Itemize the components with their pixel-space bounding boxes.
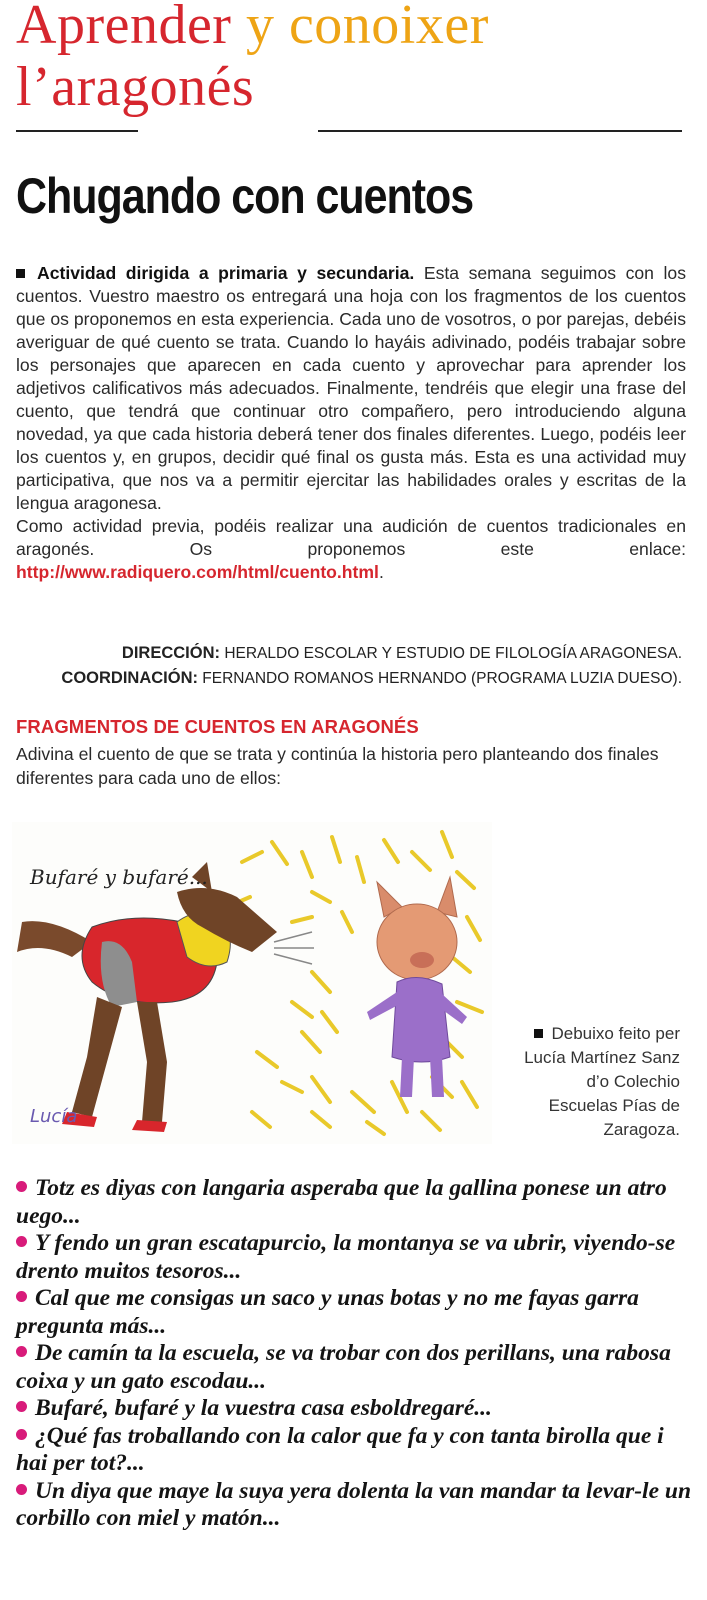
fragment-item [16, 1340, 696, 1395]
intro-after-link: . [378, 562, 384, 582]
pig-figure [367, 877, 467, 1097]
pink-bullet-icon [16, 1401, 27, 1412]
square-bullet-icon [16, 269, 25, 278]
intro-paragraph-2 [16, 515, 686, 584]
fragment-list [16, 1175, 696, 1533]
pink-bullet-icon [16, 1346, 27, 1357]
section-text: Adivina el cuento de que se trata y continúa la historia pero planteando dos finales diferentes para cada uno de ellos: [16, 744, 659, 788]
masthead-rule-right [318, 130, 682, 132]
credit-direccion-label: DIRECCIÓN: [121, 644, 221, 662]
pink-bullet-icon [16, 1181, 27, 1192]
drawing-signature: Lucía [30, 1106, 78, 1127]
fragment-text: ¿Qué fas troballando con la calor que fa y con tanta birolla que i hai per tot?... [16, 1422, 664, 1476]
section-heading: FRAGMENTOS DE CUENTOS EN ARAGONÉS [16, 716, 419, 737]
pink-bullet-icon [16, 1484, 27, 1495]
pink-bullet-icon [16, 1291, 27, 1302]
fragment-item [16, 1395, 696, 1423]
intro-paragraph [16, 262, 686, 515]
fragment-item [16, 1423, 696, 1478]
credit-coordinacion [61, 666, 682, 691]
fragment-item [16, 1230, 696, 1285]
masthead-word-aragones: l’aragonés [16, 56, 255, 118]
credit-coordinacion-value: FERNANDO ROMANOS HERNANDO (PROGRAMA LUZIA DUESO). [198, 670, 682, 687]
masthead-rule-left [16, 130, 138, 132]
image-caption [520, 1022, 680, 1142]
intro-lead: Actividad dirigida a primaria y secundaria. [37, 263, 415, 283]
pink-bullet-icon [16, 1236, 27, 1247]
intro-text: Esta semana seguimos con los cuentos. Vuestro maestro os entregará una hoja con los fragmentos de los cuentos que os proponemos en esta experiencia. Cada uno de vosotros, o por parejas, debéis averiguar de qué cuento se trata. Cuando lo hayáis adivinado, podéis trabajar sobre los personajes que aparecen en cada cuento y aprovechar para aprender los adjetivos calificativos más adecuados. Finalmente, tendréis que elegir una frase del cuento, que tendrá que continuar otro compañero, pero introduciendo alguna novedad, ya que cada historia deberá tener dos finales diferentes. Luego, podéis leer los cuentos y, en grupos, decidir qué final os gusta más. Esta es una actividad muy participativa, que nos va a permitir ejercitar las habilidades orales y escritas de la lengua aragonesa. [16, 263, 686, 513]
masthead-word-conoixer: y conoixer [245, 0, 489, 56]
fragment-text: De camín ta la escuela, se va trobar con dos perillans, una rabosa coixa y un gato escodau... [16, 1340, 671, 1394]
masthead-word-aprender: Aprender [16, 0, 232, 56]
wolf-and-pig-illustration [12, 822, 492, 1144]
credit-direccion [61, 641, 682, 666]
fragment-text: Y fendo un gran escatapurcio, la montanya se va ubrir, viyendo-se drento muitos tesoros... [16, 1230, 676, 1284]
credits [61, 641, 682, 691]
intro-text-2: Como actividad previa, podéis realizar una audición de cuentos tradicionales en aragonés. Os proponemos este enlace: [16, 516, 686, 559]
child-drawing [12, 822, 492, 1144]
article-title: Chugando con cuentos [16, 168, 474, 224]
wolf-figure [17, 862, 314, 1132]
fragment-text: Cal que me consigas un saco y unas botas y no me fayas garra pregunta más... [16, 1285, 639, 1339]
credit-coordinacion-label: COORDINACIÓN: [61, 669, 198, 687]
fragment-text: Bufaré, bufaré y la vuestra casa esboldregaré... [35, 1395, 492, 1421]
fragment-item [16, 1285, 696, 1340]
wolf-speech: Bufaré y bufaré... [30, 865, 208, 889]
fragment-item [16, 1478, 696, 1533]
article-body [16, 262, 686, 584]
credit-direccion-value: HERALDO ESCOLAR Y ESTUDIO DE FILOLOGÍA ARAGONESA. [220, 645, 682, 662]
masthead [16, 0, 696, 118]
cuento-link[interactable]: http://www.radiquero.com/html/cuento.html [16, 562, 379, 582]
fragment-item [16, 1175, 696, 1230]
caption-text: Debuixo feito per Lucía Martínez Sanz d’o Colechio Escuelas Pías de Zaragoza. [524, 1024, 680, 1139]
fragment-text: Totz es diyas con langaria asperaba que la gallina ponese un atro uego... [16, 1175, 667, 1229]
fragment-text: Un diya que maye la suya yera dolenta la van mandar ta levar-le un corbillo con miel y matón... [16, 1477, 692, 1531]
caption-square-icon [534, 1029, 543, 1038]
pink-bullet-icon [16, 1429, 27, 1440]
